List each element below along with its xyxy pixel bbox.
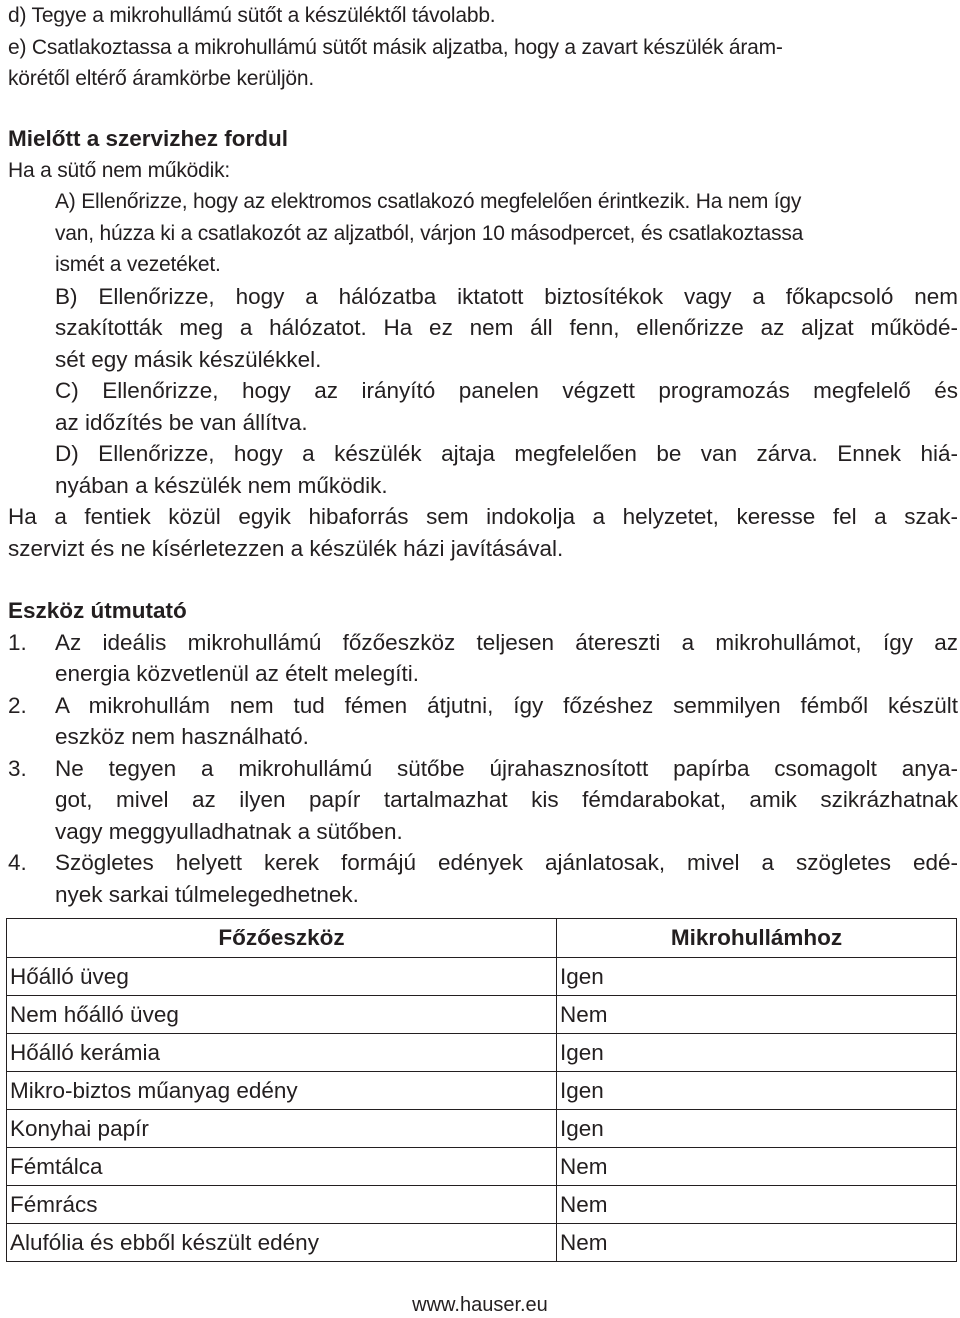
table-row xyxy=(7,1072,957,1110)
suitability-cell: Nem xyxy=(557,1224,957,1262)
website-url: www.hauser.eu xyxy=(412,1294,548,1316)
suitability-cell: Nem xyxy=(557,1186,957,1224)
cookware-cell: Fémrács xyxy=(7,1186,557,1224)
service-heading: Mielőtt a szervizhez fordul xyxy=(8,126,289,151)
step-e-line1: e) Csatlakoztassa a mikrohullámú sütőt másik aljzatba, hogy a zavart készülék áram- xyxy=(8,35,783,59)
cookware-cell: Konyhai papír xyxy=(7,1110,557,1148)
guide-item-text: energia közvetlenül az ételt melegíti. xyxy=(55,661,419,686)
guide-heading: Eszköz útmutató xyxy=(8,598,187,623)
guide-item-text: nyek sarkai túlmelegedhetnek. xyxy=(55,881,359,907)
guide-item xyxy=(8,690,958,753)
guide-item-number: 1. xyxy=(8,629,27,655)
interference-steps xyxy=(8,0,783,95)
check-a-line3: ismét a vezetéket. xyxy=(55,253,221,276)
guide-item-number: 3. xyxy=(8,755,27,781)
guide-item-number: 4. xyxy=(8,850,27,875)
guide-item xyxy=(8,753,958,848)
suitability-cell: Igen xyxy=(557,958,957,996)
step-e-line2: körétől eltérő áramkörbe kerüljön. xyxy=(8,67,315,90)
table-row xyxy=(7,1034,957,1072)
check-b-line1: B) Ellenőrizze, hogy a hálózatba iktatott biztosítékok vagy a főkapcsoló nem xyxy=(55,283,958,309)
check-d-line2: nyában a készülék nem működik. xyxy=(55,472,388,498)
step-d: d) Tegye a mikrohullámú sütőt a készüléktől távolabb. xyxy=(8,4,496,27)
cookware-cell: Hőálló üveg xyxy=(7,958,557,996)
guide-item-text: got, mivel az ilyen papír tartalmazhat kis fémdarabokat, amik szikrázhatnak xyxy=(55,787,958,812)
cookware-cell: Hőálló kerámia xyxy=(7,1034,557,1072)
guide-item-text: A mikrohullám nem tud fémen átjutni, így főzéshez semmilyen fémből készült xyxy=(55,692,958,718)
check-a-line1: A) Ellenőrizze, hogy az elektromos csatlakozó megfelelően érintkezik. Ha nem így xyxy=(55,190,802,213)
table-row xyxy=(7,1186,957,1224)
guide-item-text: eszköz nem használható. xyxy=(55,724,309,749)
cookware-cell: Nem hőálló üveg xyxy=(7,996,557,1034)
guide-item-number: 2. xyxy=(8,692,27,718)
cookware-cell: Alufólia és ebből készült edény xyxy=(7,1224,557,1262)
cookware-table xyxy=(6,918,957,1262)
suitability-cell: Igen xyxy=(557,1110,957,1148)
guide-item-text: Az ideális mikrohullámú főzőeszköz teljesen átereszti a mikrohullámot, így az xyxy=(55,629,958,655)
check-c-line1: C) Ellenőrizze, hogy az irányító panelen végzett programozás megfelelő és xyxy=(55,378,958,403)
page-footer xyxy=(0,1294,960,1316)
table-row xyxy=(7,958,957,996)
service-intro: Ha a sütő nem működik: xyxy=(8,158,231,182)
table-row xyxy=(7,1224,957,1262)
table-row xyxy=(7,996,957,1034)
cookware-cell: Mikro-biztos műanyag edény xyxy=(7,1072,557,1110)
header-microwave: Mikrohullámhoz xyxy=(557,919,957,958)
cookware-cell: Fémtálca xyxy=(7,1148,557,1186)
service-final-line2: szervizt és ne kísérletezzen a készülék házi javításával. xyxy=(8,535,564,561)
check-d-line1: D) Ellenőrizze, hogy a készülék ajtaja megfelelően be van zárva. Ennek hiá- xyxy=(55,441,958,466)
suitability-cell: Nem xyxy=(557,1148,957,1186)
header-cookware: Főzőeszköz xyxy=(7,919,557,958)
check-c-line2: az időzítés be van állítva. xyxy=(55,409,308,435)
guide-item-text: Ne tegyen a mikrohullámú sütőbe újrahasznosított papírba csomagolt anya- xyxy=(55,755,958,781)
suitability-cell: Nem xyxy=(557,996,957,1034)
service-section xyxy=(8,123,958,564)
table-row xyxy=(7,1110,957,1148)
guide-item xyxy=(8,627,958,690)
check-a-line2: van, húzza ki a csatlakozót az aljzatból, várjon 10 másodpercet, és csatlakoztassa xyxy=(55,221,804,245)
service-final-line1: Ha a fentiek közül egyik hibaforrás sem indokolja a helyzetet, keresse fel a szak- xyxy=(8,504,958,529)
guide-item-text: Szögletes helyett kerek formájú edények ajánlatosak, mivel a szögletes edé- xyxy=(55,850,958,875)
table-header-row xyxy=(7,919,957,958)
check-b-line2: szakították meg a hálózatot. Ha ez nem áll fenn, ellenőrizze az aljzat működé- xyxy=(55,315,958,340)
guide-item-text: vagy meggyulladhatnak a sütőben. xyxy=(55,818,403,844)
suitability-cell: Igen xyxy=(557,1072,957,1110)
suitability-cell: Igen xyxy=(557,1034,957,1072)
table-row xyxy=(7,1148,957,1186)
guide-section xyxy=(8,595,958,910)
guide-item xyxy=(8,847,958,910)
check-b-line3: sét egy másik készülékkel. xyxy=(55,346,322,372)
